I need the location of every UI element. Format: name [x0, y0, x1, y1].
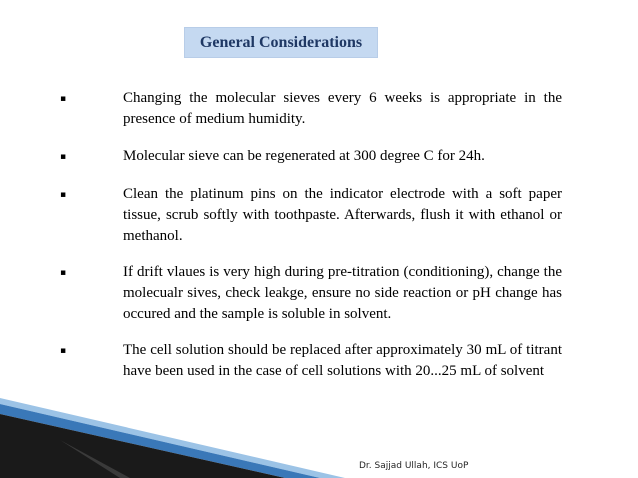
bullet-icon: ▪: [60, 346, 67, 356]
bullet-icon: ▪: [60, 152, 67, 162]
list-item-3: Clean the platinum pins on the indicator electrode with a soft paper tissue, scrub softly with toothpaste. Afterwards, flush it with ethanol or methanol.: [123, 186, 562, 244]
list-item-1: Changing the molecular sieves every 6 weeks is appropriate in the presence of medium humidity.: [123, 90, 562, 127]
list-item-5: The cell solution should be replaced after approximately 30 mL of titrant have been used in the case of cell solutions with 20...25 mL of solvent: [123, 342, 562, 379]
slide-title: General Considerations: [199, 34, 363, 51]
bullet-icon: ▪: [60, 190, 67, 200]
list-item-4: If drift vlaues is very high during pre-titration (conditioning), change the molecualr sives, check leakge, ensure no side reaction or pH change has occured and the sample is soluble in solvent.: [123, 264, 562, 322]
footer-author: Dr. Sajjad Ullah, ICS UoP: [359, 461, 469, 471]
list-item-2: Molecular sieve can be regenerated at 300 degree C for 24h.: [123, 148, 485, 164]
bullet-icon: ▪: [60, 94, 67, 104]
bullet-icon: ▪: [60, 268, 67, 278]
